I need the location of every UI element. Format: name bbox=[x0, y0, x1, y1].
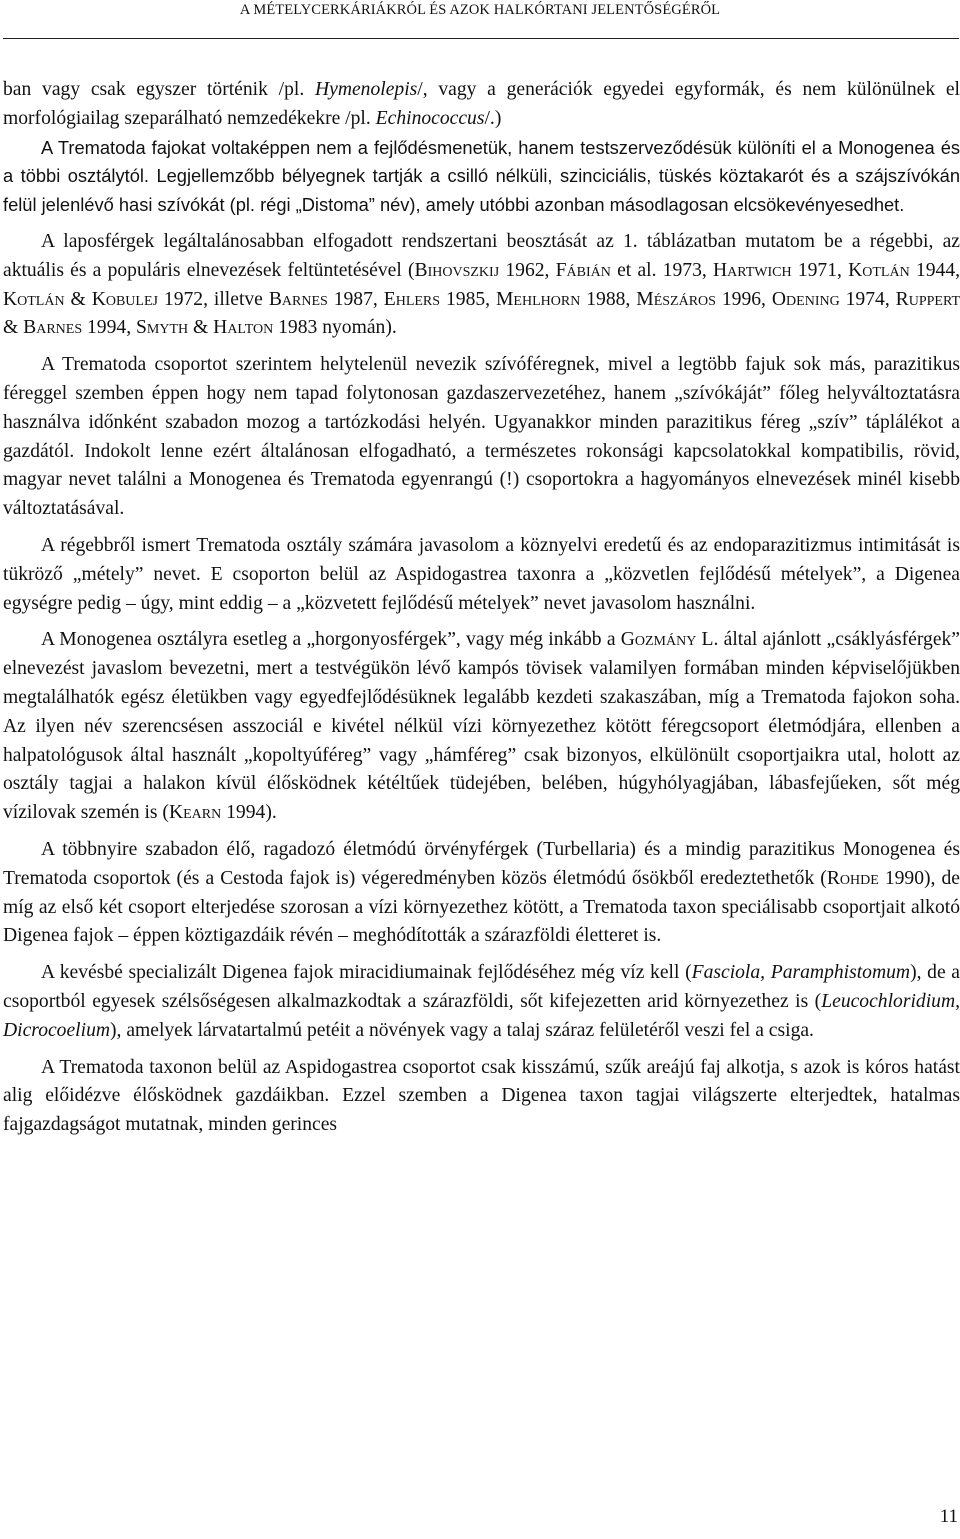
text-run: 1972, illetve bbox=[157, 288, 269, 310]
author-name: Fábián bbox=[555, 259, 611, 281]
running-header: A MÉTELYCERKÁRIÁKRÓL ÉS AZOK HALKÓRTANI JELENTŐSÉGÉRŐL bbox=[239, 2, 721, 18]
paragraph-4: A Trematoda csoportot szerintem helytelenül nevezik szívóféregnek, mivel a legtöbb fajuk sok más, parazitikus féreggel szemben éppen hogy nem tapad folytonosan gazdaszervezetéhez, hanem „szívókáját” főleg helyváltoztatásra használva időnként szabadon mozog a tartózkodási helyén. Ugyanakkor minden parazitikus féreg „szív” táplálékot a gazdától. Indokolt lenne ezért általánosan elfogadható, a természetes rokonsági kapcsolatokkal kompatibilis, rövid, magyar nevet találni a Monogenea és Trematoda egyenrangú (!) csoportokra a hagyományos elnevezések minél kisebb változtatásával. bbox=[3, 354, 960, 520]
page-number: 11 bbox=[939, 1506, 958, 1527]
author-name: Barnes bbox=[23, 317, 83, 339]
body-text bbox=[3, 76, 960, 1140]
paragraph-1 bbox=[3, 76, 960, 134]
author-name: Kotlán bbox=[848, 259, 910, 281]
text-run: ), amelyek lárvatartalmú petéit a növények vagy a talaj száraz felületéről veszi fel a csiga. bbox=[110, 1019, 814, 1041]
author-name: Barnes bbox=[268, 288, 328, 310]
taxon-name: Hymenolepis bbox=[314, 79, 418, 100]
text-run: 1962, bbox=[499, 259, 556, 281]
taxon-name: Fasciola, Paramphistomum bbox=[691, 962, 911, 984]
text-run: A Monogenea osztályra esetleg a „horgonyosférgek”, vagy még inkább a bbox=[41, 629, 621, 651]
author-name: Halton bbox=[213, 317, 274, 339]
text-run: 1985, bbox=[440, 288, 496, 310]
taxon-name: Echinococcus bbox=[375, 107, 485, 129]
paragraph-6 bbox=[3, 626, 960, 828]
text-run: ban vagy csak egyszer történik /pl. bbox=[3, 79, 315, 100]
text-run: által ajánlott „csáklyásférgek” elnevezést javaslom bevezetni, mert a testvégükön lévő kampós tövisek valamilyen formában minden képviselőjükben megtalálhatók egész életükben vagy egyedfejlődésüknek legalább kezdeti szakaszában, míg a Trematoda fajokon soha. Az ilyen név szerencsésen asszociál e kivétel nélkül vízi környezethez kötött féregcsoport életmódjára, ellenben a halpatológusok által használt „kopoltyúféreg” vagy „hámféreg” csak bizonyos, elkülönült csoportjaikra utal, holott az osztály tagjai a halakon kívül élősködnek kétéltűek tüdejében, belében, húgyhólyagjában, lábasfejűeken, sőt még vízilovak szemén is ( bbox=[3, 629, 960, 824]
author-name: Mehlhorn bbox=[496, 288, 581, 310]
author-name: Mészáros bbox=[636, 288, 716, 310]
text-run: & bbox=[188, 317, 214, 339]
text-run: ), de a csoportból egyesek szélsőségesen alkalmazkodtak a szárazföldi, sőt kifejezetten arid környezethez is ( bbox=[3, 962, 960, 1012]
text-run: 1944, bbox=[909, 259, 960, 281]
author-name: Rohde bbox=[826, 867, 879, 889]
author-name: Hartwich bbox=[712, 259, 792, 281]
author-name: Smyth bbox=[136, 317, 189, 339]
author-name: Kobulej bbox=[91, 288, 158, 310]
text-run: A kevésbé specializált Digenea fajok miracidiumainak fejlődéséhez még víz kell ( bbox=[41, 962, 692, 984]
text-run: et al. 1973, bbox=[610, 259, 713, 281]
paragraph-8 bbox=[3, 959, 960, 1045]
text-run: 1987, bbox=[327, 288, 384, 310]
author-name: Bihovszkij bbox=[414, 259, 500, 281]
author-name: Odening bbox=[771, 288, 840, 310]
paragraph-9: A Trematoda taxonon belül az Aspidogastrea csoportot csak kisszámú, szűk areájú faj alkotja, s azok is kóros hatást alig előidézve élősködnek gazdáikban. Ezzel szemben a Digenea taxon tagjai világszerte elterjedtek, hatalmas fajgazdagságot mutatnak, minden gerinces bbox=[3, 1056, 960, 1136]
text-run: 1971, bbox=[791, 259, 849, 281]
text-run: /, vagy a generációk egyedei egyformák, és nem különülnek el morfológiailag szeparálható nemzedékekre /pl. bbox=[3, 79, 960, 129]
text-run: A laposférgek legáltalánosabban elfogadott rendszertani beosztását az 1. táblázatban mutatom be a régebbi, az aktuális és a populáris elnevezések feltüntetésével ( bbox=[3, 230, 960, 281]
text-run: & bbox=[3, 317, 24, 339]
author-name: Ruppert bbox=[895, 288, 960, 310]
text-run: 1974, bbox=[839, 288, 896, 310]
paragraph-2: A Trematoda fajokat voltaképpen nem a fejlődésmenetük, hanem testszerveződésük különíti el a Monogenea és a többi osztálytól. Legjellemzőbb bélyegnek tartják a csilló nélküli, szinciciális, tüskés köztakarót és a szájszívókán felül jelenlévő hasi szívókát (pl. régi „Distoma” név), amely utóbbi azonban másodlagosan elcsökevényesedhet. bbox=[3, 136, 960, 216]
paragraph-3 bbox=[3, 228, 960, 343]
text-run: 1990), de míg az első két csoport elterjedése szorosan a vízi környezethez kötött, a Trematoda taxon speciálisabb csoportjait alkotó Digenea fajok – éppen köztigazdáik révén – meghódították a szárazföldi életteret is. bbox=[3, 867, 960, 947]
text-run: /.) bbox=[484, 107, 502, 129]
taxon-name: Leucochloridium, Dicrocoelium bbox=[3, 990, 960, 1041]
text-run: & bbox=[64, 288, 92, 310]
paragraph-7 bbox=[3, 836, 960, 951]
author-name: Kearn bbox=[168, 802, 222, 824]
text-run: 1994, bbox=[82, 317, 136, 339]
text-run: 1996, bbox=[715, 288, 772, 310]
text-run: A többnyire szabadon élő, ragadozó életmódú örvényférgek (Turbellaria) és a mindig parazitikus Monogenea és Trematoda csoportok (és a Cestoda fajok is) végeredményben közös életmódú ősökből eredeztethetők ( bbox=[3, 838, 960, 889]
author-name: Kotlán bbox=[3, 288, 65, 310]
header-rule bbox=[3, 38, 959, 39]
paragraph-5: A régebbről ismert Trematoda osztály számára javasolom a köznyelvi eredetű és az endoparazitizmus intimitását is tükröző „métely” nevet. E csoporton belül az Aspidogastrea taxonra a „közvetlen fejlődésű mételyek”, a Digenea egységre pedig – úgy, mint eddig – a „közvetett fejlődésű mételyek” nevet javasolom használni. bbox=[3, 534, 960, 614]
text-run: 1988, bbox=[580, 288, 637, 310]
author-name: Gozmány L. bbox=[620, 629, 719, 651]
author-name: Ehlers bbox=[383, 288, 441, 310]
text-run: 1994). bbox=[221, 802, 277, 824]
text-run: 1983 nyomán). bbox=[273, 317, 397, 339]
